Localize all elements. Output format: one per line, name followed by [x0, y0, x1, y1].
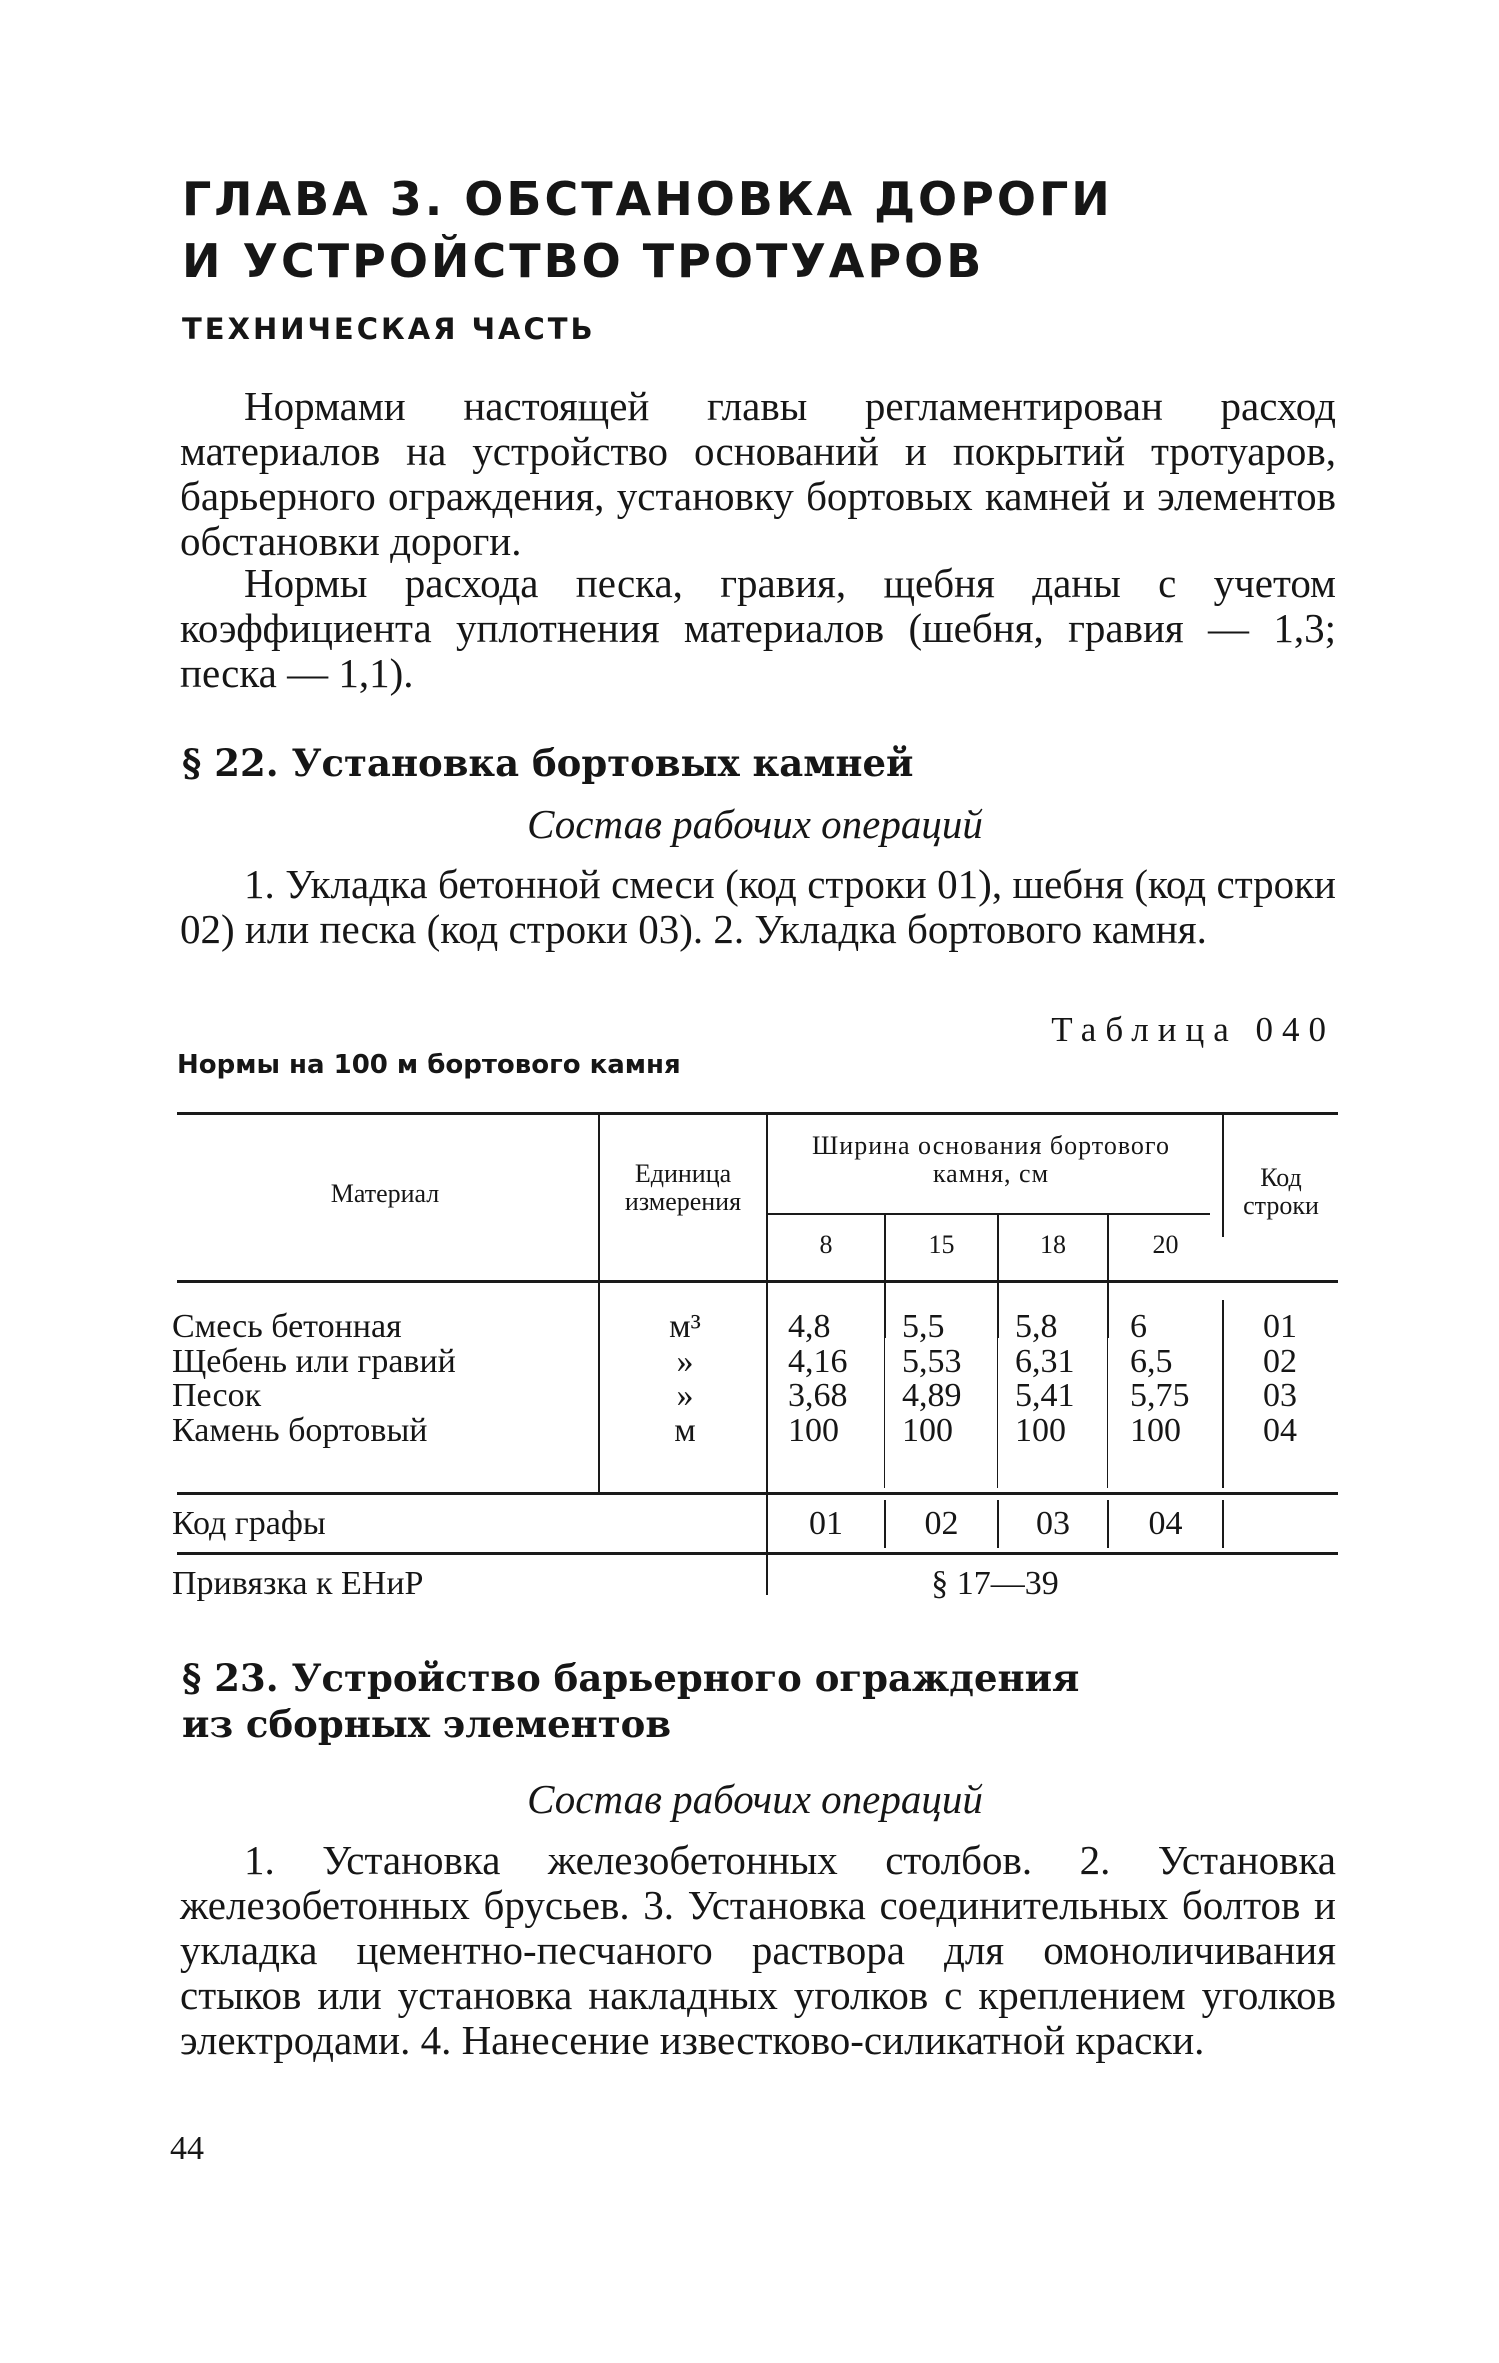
table-cell: 4,89 [902, 1377, 962, 1414]
intro-paragraph-1: Нормами настоящей главы регламентирован расход материалов на устройство оснований и покрытий тротуаров, барьерного ограждения, установку бортовых камней и элементов обстановки дороги. [180, 383, 1336, 564]
table-cell: Камень бортовый [172, 1411, 428, 1449]
table-divider [997, 1338, 998, 1488]
table-cell: 5,8 [1015, 1308, 1058, 1345]
table-cell: » [676, 1377, 694, 1414]
table-cell: 01 [1263, 1308, 1297, 1345]
enir-label: Привязка к ЕНиР [172, 1565, 424, 1602]
table-cell: 5,5 [902, 1308, 945, 1345]
chapter-title-line-2: И УСТРОЙСТВО ТРОТУАРОВ [182, 234, 985, 288]
header-width-20: 20 [1152, 1230, 1179, 1259]
header-width-18: 18 [1040, 1230, 1066, 1259]
table-divider [1107, 1338, 1108, 1488]
chapter-title-line-1: ГЛАВА 3. ОБСТАНОВКА ДОРОГИ [182, 172, 1113, 226]
page-number: 44 [170, 2130, 204, 2167]
chapter-title [182, 168, 1282, 292]
table-cell: 6,5 [1130, 1342, 1173, 1380]
header-unit: Единица измерения [624, 1159, 742, 1216]
column-code-label: Код графы [172, 1505, 326, 1542]
table-cell: Щебень или гравий [172, 1342, 456, 1380]
column-code-02: 02 [924, 1505, 959, 1542]
column-width-18 [1015, 1310, 1075, 1448]
table-divider [1222, 1500, 1224, 1548]
section-22-title: § 22. Установка бортовых камней [182, 741, 914, 785]
column-width-15 [902, 1310, 962, 1448]
table-code-rule [177, 1552, 1338, 1555]
header-material: Материал [330, 1179, 440, 1208]
header-width: Ширина основания бортового камня, см [812, 1131, 1170, 1188]
table-divider [1222, 1112, 1224, 1237]
column-width-20 [1130, 1310, 1190, 1448]
table-number: Таблица 040 [1051, 1010, 1335, 1049]
enir-value: § 17—39 [931, 1565, 1059, 1602]
section-22-ops-text: 1. Укладка бетонной смеси (код строки 01), шебня (код строки 02) или песка (код строки 03). 2. Укладка бортового камня. [180, 861, 1336, 952]
table-cell: м [674, 1411, 696, 1449]
header-width-8: 8 [819, 1230, 833, 1259]
section-23-title [182, 1655, 1332, 1747]
table-cell: 6 [1130, 1308, 1147, 1345]
table-cell: 03 [1263, 1377, 1297, 1414]
table-cell: 5,53 [902, 1342, 962, 1380]
header-code: Код строки [1243, 1163, 1319, 1220]
table-cell: Смесь бетонная [172, 1308, 402, 1345]
header-width-15: 15 [928, 1230, 955, 1259]
table-cell: 6,31 [1015, 1342, 1075, 1380]
section-23-title-line-2: из сборных элементов [182, 1702, 672, 1746]
column-code-04: 04 [1148, 1505, 1183, 1542]
table-cell: 5,41 [1015, 1377, 1075, 1414]
table-body-rule [177, 1492, 1338, 1495]
table-top-rule [177, 1112, 1338, 1115]
table-width-subrule [768, 1213, 1210, 1215]
table-cell: м³ [669, 1308, 701, 1345]
column-code [1240, 1310, 1320, 1448]
table-header-rule [177, 1280, 1338, 1283]
table-cell: 100 [788, 1411, 839, 1449]
table-caption: Нормы на 100 м бортового камня [177, 1050, 681, 1080]
column-material [172, 1310, 456, 1448]
section-23-ops-text: 1. Установка железобетонных столбов. 2. Установка железобетонных брусьев. 3. Установка соединительных болтов и укладка цементно-песчаного раствора для омоноличивания стыков или установка накладных уголков с креплением уголков электродами. 4. Нанесение известково-силикатной краски. [180, 1837, 1336, 2063]
technical-part-heading: ТЕХНИЧЕСКАЯ ЧАСТЬ [182, 312, 596, 346]
table-cell: 100 [1130, 1411, 1181, 1449]
table-cell: 4,8 [788, 1308, 831, 1345]
table-cell: 100 [1015, 1411, 1066, 1449]
column-unit [640, 1310, 730, 1448]
table-cell: 02 [1263, 1342, 1297, 1380]
intro-paragraph-2: Нормы расхода песка, гравия, щебня даны с учетом коэффициента уплотнения материалов (шебня, гравия — 1,3; песка — 1,1). [180, 560, 1336, 696]
table-cell: » [676, 1342, 694, 1380]
section-23-ops-heading: Состав рабочих операций [527, 1776, 983, 1822]
table-cell: 100 [902, 1411, 953, 1449]
section-23-title-line-1: § 23. Устройство барьерного ограждения [182, 1656, 1080, 1700]
section-22-ops-heading: Состав рабочих операций [527, 801, 983, 847]
column-code-03: 03 [1036, 1505, 1070, 1542]
table-cell: Песок [172, 1377, 262, 1414]
table-cell: 04 [1263, 1411, 1297, 1449]
table-cell: 5,75 [1130, 1377, 1190, 1414]
table-cell: 3,68 [788, 1377, 848, 1414]
column-code-01: 01 [809, 1505, 843, 1542]
table-divider [884, 1338, 885, 1488]
table-divider [1222, 1300, 1224, 1488]
table-cell: 4,16 [788, 1342, 848, 1380]
column-width-8 [788, 1310, 848, 1448]
